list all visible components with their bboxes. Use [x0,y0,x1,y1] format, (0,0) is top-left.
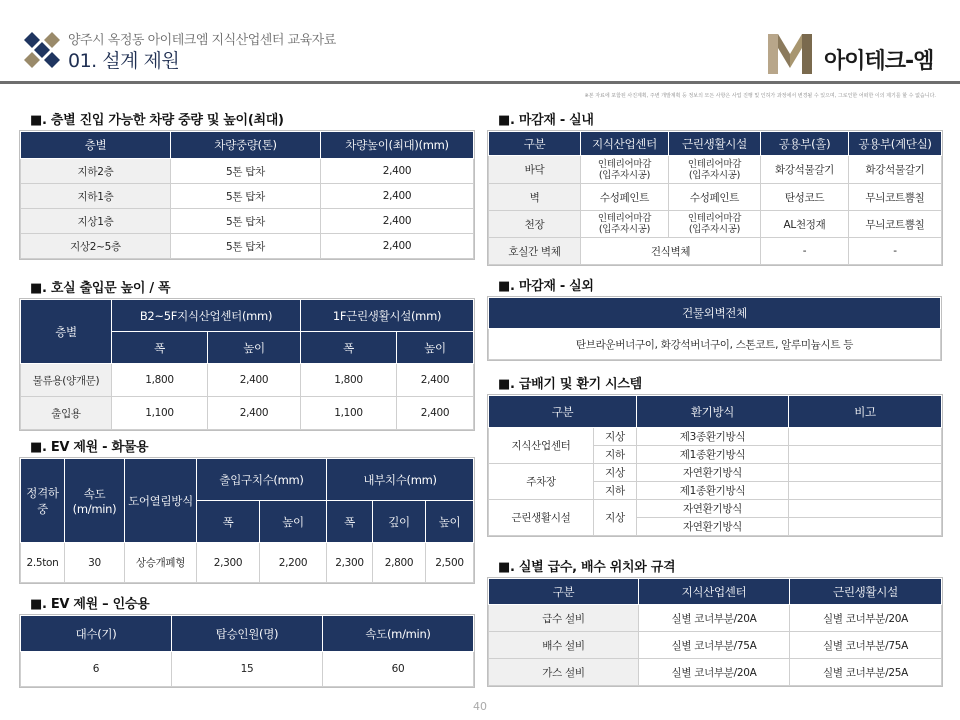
supply-value: 실별 코너부분/20A [790,605,942,632]
table-row [21,652,474,687]
finish-in-value: 무늬코트뿜칠 [849,184,942,211]
supply-value: 실별 코너부분/75A [639,632,790,659]
table-row [489,428,942,446]
ev-cargo-header-height: 높이 [260,501,327,543]
vehicle-floor: 지상1층 [21,209,171,234]
finish-in-value: AL천정재 [761,211,849,238]
door-value: 1,800 [301,364,397,397]
ventilation-group: 근린생활시설 [489,500,594,536]
ventilation-header-method: 환기방식 [637,396,789,428]
door-header-width: 폭 [301,332,397,364]
door-value: 2,400 [208,364,301,397]
vehicle-weight: 5톤 탑차 [171,209,321,234]
ventilation-level: 지상 [594,428,637,446]
ev-cargo-value: 2,300 [327,543,373,583]
ev-cargo-header-speed: 속도(m/min) [65,459,125,543]
supply-header-retail: 근린생활시설 [790,579,942,605]
finish-in-value: 건식벽체 [581,238,761,265]
ev-cargo-header-inner: 내부치수(mm) [327,459,474,501]
table-row [21,209,474,234]
ventilation-header-note: 비고 [789,396,942,428]
brand-m-logo [768,30,812,74]
supply-header-center: 지식산업센터 [639,579,790,605]
page-title: 01. 설계 제원 [68,50,180,72]
table-row [21,364,474,397]
door-value: 1,800 [112,364,208,397]
ventilation-group: 주차장 [489,464,594,500]
table-row [489,211,942,238]
ev-passenger-header-count: 대수(기) [21,616,172,652]
finish-in-interior: 인테리어마감 (입주자시공) [669,156,761,184]
ventilation-method: 제3종환기방식 [637,428,789,446]
vehicle-height: 2,400 [321,234,474,259]
supply-value: 실별 코너부분/25A [790,659,942,686]
door-header-height: 높이 [208,332,301,364]
ventilation-method: 자연환기방식 [637,500,789,518]
vehicle-header-height: 차량높이(최대)(mm) [321,132,474,159]
ev-cargo-table [20,458,474,583]
finish-in-value: 화강석물갈기 [761,156,849,184]
finish-in-label-ceiling: 천장 [489,211,581,238]
ev-cargo-value: 2,300 [197,543,260,583]
finish-in-section-heading: ■. 마감재 - 실내 [498,113,594,128]
ventilation-table [488,395,942,536]
supply-label: 배수 설비 [489,632,639,659]
ev-cargo-value: 2.5ton [21,543,65,583]
brand-name: 아이테크-엠 [824,49,934,74]
table-row [489,238,942,265]
ventilation-method: 자연환기방식 [637,518,789,536]
finish-in-value: 수성페인트 [669,184,761,211]
ev-passenger-header-capacity: 탑승인원(명) [172,616,323,652]
table-row [489,184,942,211]
vehicle-header-floor: 층별 [21,132,171,159]
ev-cargo-header-width: 폭 [327,501,373,543]
finish-in-header-retail: 근린생활시설 [669,132,761,156]
finish-out-value: 탄브라운버너구이, 화강석버너구이, 스톤코트, 알루미늄시트 등 [489,329,941,360]
vehicle-weight: 5톤 탑차 [171,159,321,184]
table-row [489,659,942,686]
ev-passenger-section-heading: ■. EV 제원 – 인승용 [30,597,150,612]
ev-cargo-header-width: 폭 [197,501,260,543]
finish-in-value: 무늬코트뿜칠 [849,211,942,238]
door-value: 1,100 [112,397,208,430]
vehicle-height: 2,400 [321,184,474,209]
ev-cargo-section-heading: ■. EV 제원 - 화물용 [30,440,149,455]
ev-cargo-header-depth: 깊이 [373,501,426,543]
vehicle-header-weight: 차량중량(톤) [171,132,321,159]
table-row [21,159,474,184]
finish-in-value: - [761,238,849,265]
ventilation-method: 제1종환기방식 [637,446,789,464]
ventilation-level: 지상 [594,500,637,536]
door-table [20,299,474,430]
ventilation-note [789,428,942,446]
supply-section-heading: ■. 실별 급수, 배수 위치와 규격 [498,560,676,575]
header-divider [0,81,960,84]
ev-cargo-value: 2,500 [426,543,474,583]
table-row [489,464,942,482]
table-row [21,234,474,259]
door-header-floor: 층별 [21,300,112,364]
door-header-width: 폭 [112,332,208,364]
table-row [489,632,942,659]
ev-passenger-header-speed: 속도(m/min) [323,616,474,652]
finish-in-label-wall: 벽 [489,184,581,211]
finish-in-interior: 인테리어마감 (입주자시공) [669,211,761,238]
ventilation-note [789,518,942,536]
disclaimer-note: ※본 자료에 포함된 사진계획, 주변 개발계획 등 정보의 모든 사항은 사업 진행 및 인허가 과정에서 변경될 수 있으며, 그로인한 어떠한 이의 제기를 할 수 없습니다. [584,93,936,99]
finish-out-table [488,297,941,360]
ev-cargo-value: 2,200 [260,543,327,583]
door-type: 물류용(양개문) [21,364,112,397]
vehicle-floor: 지하1층 [21,184,171,209]
door-section-heading: ■. 호실 출입문 높이 / 폭 [30,281,171,296]
door-value: 2,400 [397,364,474,397]
finish-in-interior: 인테리어마감 (입주자시공) [581,211,669,238]
supply-label: 급수 설비 [489,605,639,632]
finish-in-value: 탄성코드 [761,184,849,211]
ev-cargo-header-load: 정격하중 [21,459,65,543]
finish-in-interior: 인테리어마감 (입주자시공) [581,156,669,184]
page-header [0,0,960,84]
ev-cargo-header-entry: 출입구치수(mm) [197,459,327,501]
door-header-group1: B2~5F지식산업센터(mm) [112,300,301,332]
finish-in-label-partition: 호실간 벽체 [489,238,581,265]
finish-in-label-floor: 바닥 [489,156,581,184]
finish-out-section-heading: ■. 마감재 - 실외 [498,279,594,294]
vehicle-floor: 지상2~5층 [21,234,171,259]
ventilation-level: 지하 [594,446,637,464]
ventilation-level: 지하 [594,482,637,500]
ev-cargo-header-height: 높이 [426,501,474,543]
vehicle-section-heading: ■. 층별 진입 가능한 차량 중량 및 높이(최대) [30,113,284,128]
finish-in-value: - [849,238,942,265]
ev-cargo-value: 30 [65,543,125,583]
table-row [21,184,474,209]
finish-in-value: 수성페인트 [581,184,669,211]
supply-header-type: 구분 [489,579,639,605]
door-header-height: 높이 [397,332,474,364]
table-row [489,329,941,360]
vehicle-floor: 지하2층 [21,159,171,184]
ev-passenger-table [20,615,474,687]
supply-table [488,578,942,686]
vehicle-height: 2,400 [321,159,474,184]
table-row [489,605,942,632]
ev-cargo-header-door: 도어열림방식 [125,459,197,543]
table-row [489,156,942,184]
ventilation-note [789,464,942,482]
vehicle-height: 2,400 [321,209,474,234]
finish-out-header: 건물외벽전체 [489,298,941,329]
finish-in-value: 화강석물갈기 [849,156,942,184]
ventilation-note [789,482,942,500]
door-type: 출입용 [21,397,112,430]
door-value: 2,400 [208,397,301,430]
ev-cargo-value: 상승개폐형 [125,543,197,583]
finish-in-header-hall: 공용부(홀) [761,132,849,156]
table-row [489,500,942,518]
supply-value: 실별 코너부분/75A [790,632,942,659]
supply-value: 실별 코너부분/20A [639,659,790,686]
ventilation-level: 지상 [594,464,637,482]
vehicle-table [20,131,474,259]
door-value: 1,100 [301,397,397,430]
supply-label: 가스 설비 [489,659,639,686]
finish-in-header-type: 구분 [489,132,581,156]
ventilation-note [789,500,942,518]
vehicle-weight: 5톤 탑차 [171,234,321,259]
ventilation-header-type: 구분 [489,396,637,428]
diamond-pattern-logo [24,32,60,68]
ev-passenger-value: 15 [172,652,323,687]
finish-in-header-stair: 공용부(계단실) [849,132,942,156]
finish-in-header-center: 지식산업센터 [581,132,669,156]
ventilation-group: 지식산업센터 [489,428,594,464]
ev-passenger-value: 60 [323,652,474,687]
ev-cargo-value: 2,800 [373,543,426,583]
ventilation-note [789,446,942,464]
vehicle-weight: 5톤 탑차 [171,184,321,209]
door-value: 2,400 [397,397,474,430]
document-subtitle: 양주시 옥정동 아이테크엠 지식산업센터 교육자료 [68,33,336,48]
table-row [21,543,474,583]
finish-in-table [488,131,942,265]
table-row [21,397,474,430]
ventilation-section-heading: ■. 급배기 및 환기 시스템 [498,377,642,392]
supply-value: 실별 코너부분/20A [639,605,790,632]
ev-passenger-value: 6 [21,652,172,687]
ventilation-method: 제1종환기방식 [637,482,789,500]
page-number: 40 [473,700,487,713]
door-header-group2: 1F근린생활시설(mm) [301,300,474,332]
ventilation-method: 자연환기방식 [637,464,789,482]
